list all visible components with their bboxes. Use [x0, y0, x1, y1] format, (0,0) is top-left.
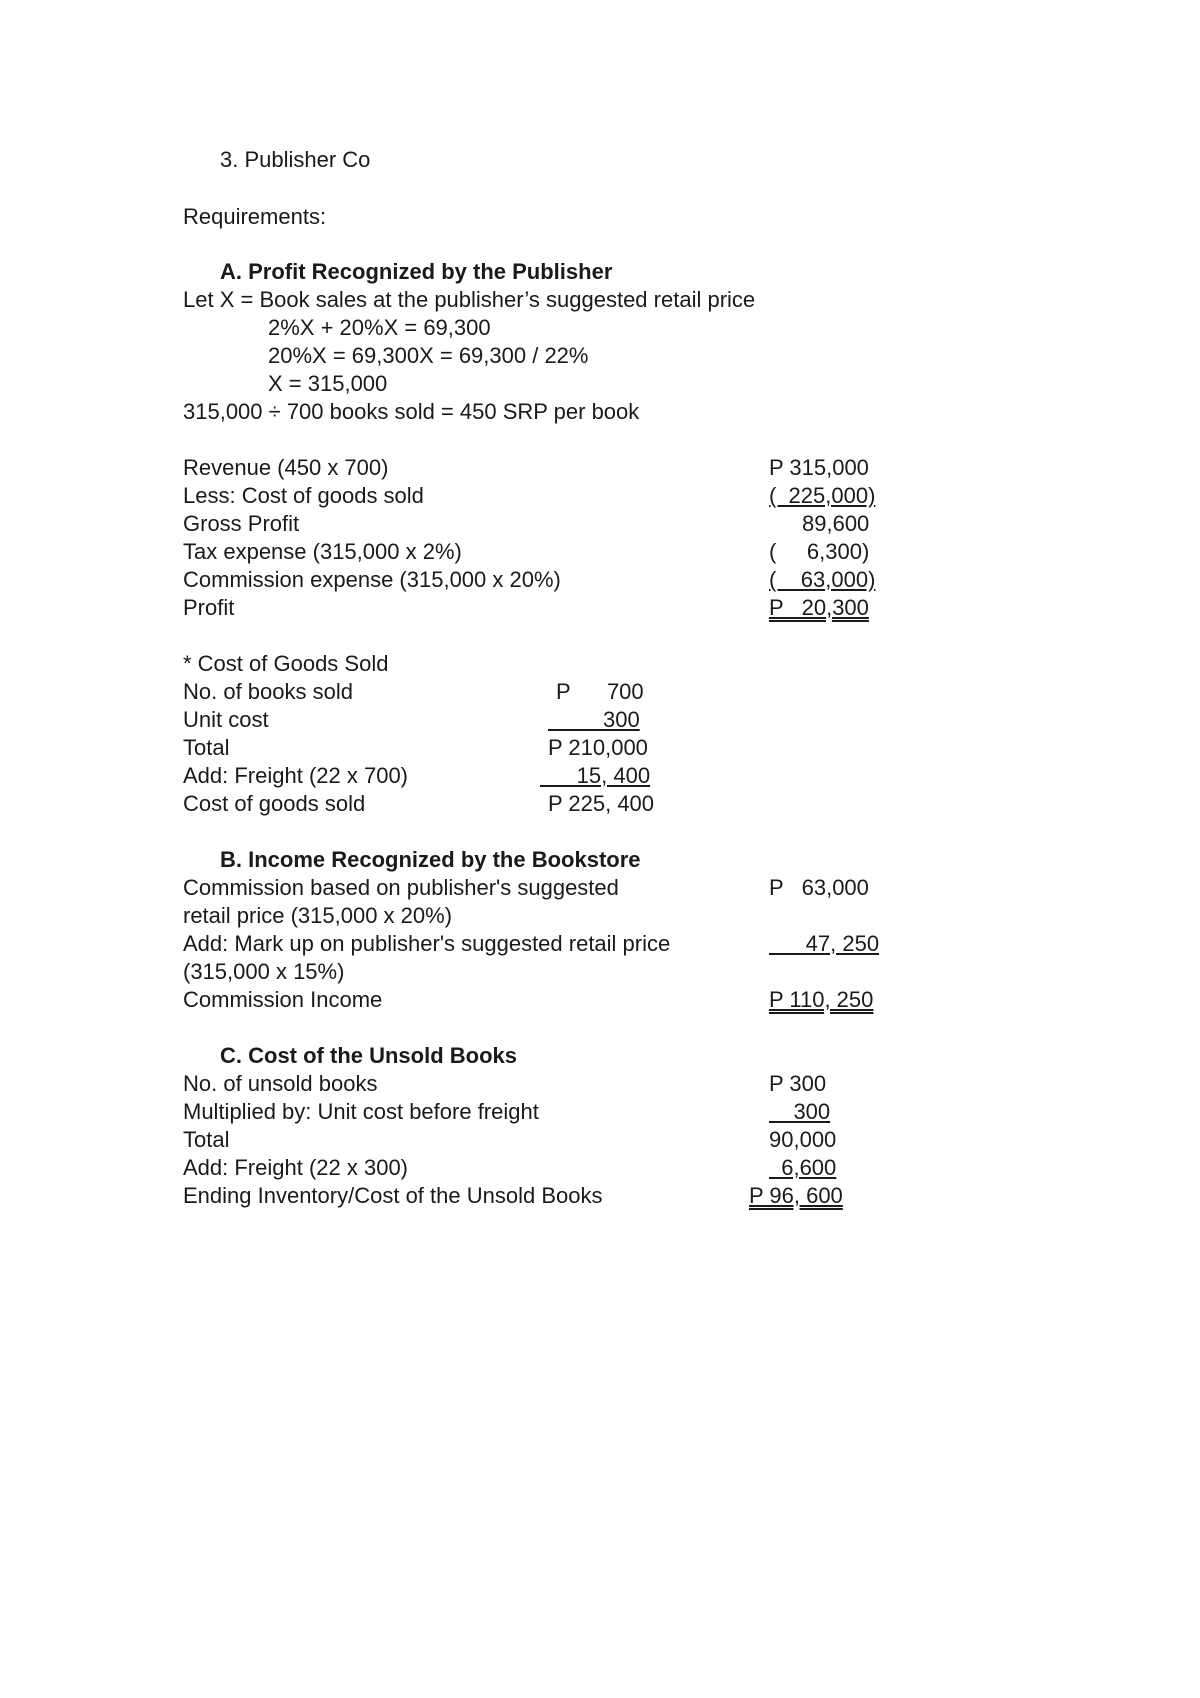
commission-expense-amount: ( 63,000): [769, 567, 876, 592]
commission-expense-label: Commission expense (315,000 x 20%): [183, 567, 561, 592]
section-a-heading: A. Profit Recognized by the Publisher: [220, 259, 613, 284]
cogs-final-amount: P 225, 400: [548, 791, 655, 816]
books-sold-label: No. of books sold: [183, 679, 353, 704]
markup-amount: 47, 250: [769, 931, 880, 956]
gross-profit-label: Gross Profit: [183, 511, 300, 536]
freight-label: Add: Freight (22 x 700): [183, 763, 409, 788]
equation-line: X = 315,000: [268, 371, 388, 396]
unsold-total-label: Total: [183, 1127, 230, 1152]
equation-line: 20%X = 69,300X = 69,300 / 22%: [268, 343, 589, 368]
cogs-amount: ( 225,000): [769, 483, 876, 508]
equation-line: 2%X + 20%X = 69,300: [268, 315, 491, 340]
cogs-schedule-heading: * Cost of Goods Sold: [183, 651, 389, 676]
commission-income-amount: P 110, 250: [769, 987, 874, 1012]
commission-basis-amount: P 63,000: [769, 875, 869, 900]
unit-cost-label: Unit cost: [183, 707, 269, 732]
section-b-heading: B. Income Recognized by the Bookstore: [220, 847, 641, 872]
ending-inventory-amount: P 96, 600: [749, 1183, 843, 1208]
commission-income-label: Commission Income: [183, 987, 383, 1012]
unit-cost-before-freight-label: Multiplied by: Unit cost before freight: [183, 1099, 539, 1124]
tax-expense-amount: ( 6,300): [769, 539, 870, 564]
let-x-definition: Let X = Book sales at the publisher’s suggested retail price: [183, 287, 756, 312]
unsold-books-label: No. of unsold books: [183, 1071, 378, 1096]
gross-profit-amount: 89,600: [802, 511, 870, 536]
commission-basis-label: Commission based on publisher's suggested: [183, 875, 619, 900]
unsold-books-amount: P 300: [769, 1071, 827, 1096]
commission-basis-label-cont: retail price (315,000 x 20%): [183, 903, 453, 928]
revenue-label: Revenue (450 x 700): [183, 455, 389, 480]
markup-label-cont: (315,000 x 15%): [183, 959, 345, 984]
profit-amount: P 20,300: [769, 595, 869, 620]
cogs-total-amount: P 210,000: [548, 735, 648, 760]
unit-cost-before-freight-amount: 300: [769, 1099, 831, 1124]
requirements-label: Requirements:: [183, 204, 327, 229]
books-sold-amount: P 700: [556, 679, 644, 704]
cogs-label: Less: Cost of goods sold: [183, 483, 424, 508]
unit-cost-amount: 300: [548, 707, 640, 732]
freight-amount: 15, 400: [540, 763, 651, 788]
revenue-amount: P 315,000: [769, 455, 869, 480]
unsold-total-amount: 90,000: [769, 1127, 837, 1152]
section-c-heading: C. Cost of the Unsold Books: [220, 1043, 517, 1068]
markup-label: Add: Mark up on publisher's suggested retail price: [183, 931, 671, 956]
cogs-final-label: Cost of goods sold: [183, 791, 366, 816]
problem-title: 3. Publisher Co: [220, 147, 371, 172]
unsold-freight-amount: 6,600: [769, 1155, 837, 1180]
unsold-freight-label: Add: Freight (22 x 300): [183, 1155, 409, 1180]
profit-label: Profit: [183, 595, 235, 620]
tax-expense-label: Tax expense (315,000 x 2%): [183, 539, 462, 564]
cogs-total-label: Total: [183, 735, 230, 760]
ending-inventory-label: Ending Inventory/Cost of the Unsold Books: [183, 1183, 603, 1208]
srp-computation: 315,000 ÷ 700 books sold = 450 SRP per book: [183, 399, 640, 424]
